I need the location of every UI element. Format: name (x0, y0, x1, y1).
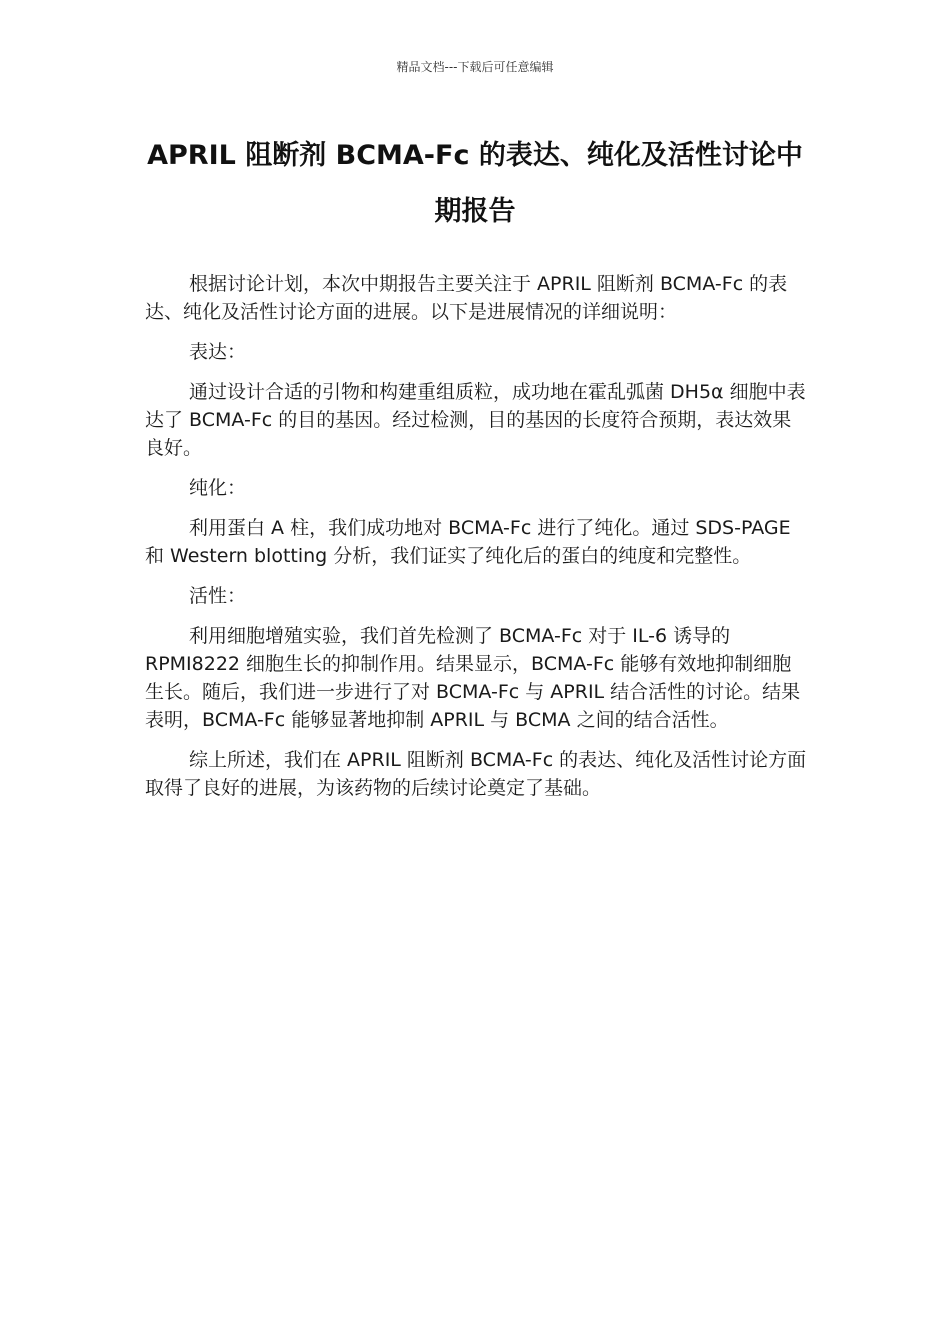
paragraph-purification: 利用蛋白 A 柱，我们成功地对 BCMA-Fc 进行了纯化。通过 SDS-PAGE 和 Western blotting 分析，我们证实了纯化后的蛋白的纯度和完整性。 (145, 517, 791, 567)
page-header-note: 精品文档---下载后可任意编辑 (396, 60, 554, 74)
section-heading-purification: 纯化： (189, 477, 247, 499)
paragraph-expression: 通过设计合适的引物和构建重组质粒，成功地在霍乱弧菌 DH5α 细胞中表达了 BCMA-Fc 的目的基因。经过检测，目的基因的长度符合预期，表达效果良好。 (145, 381, 806, 459)
paragraph-intro: 根据讨论计划，本次中期报告主要关注于 APRIL 阻断剂 BCMA-Fc 的表达、纯化及活性讨论方面的进展。以下是进展情况的详细说明： (145, 273, 788, 323)
paragraph-activity: 利用细胞增殖实验，我们首先检测了 BCMA-Fc 对于 IL-6 诱导的 RPMI8222 细胞生长的抑制作用。结果显示，BCMA-Fc 能够有效地抑制细胞生长。随后，我们进一步进行了对 BCMA-Fc 与 APRIL 结合活性的讨论。结果表明，BCMA-Fc 能够显著地抑制 APRIL 与 BCMA 之间的结合活性。 (145, 625, 801, 731)
document-title: APRIL 阻断剂 BCMA-Fc 的表达、纯化及活性讨论中期报告 (147, 140, 803, 227)
section-heading-expression: 表达： (189, 341, 247, 363)
paragraph-conclusion: 综上所述，我们在 APRIL 阻断剂 BCMA-Fc 的表达、纯化及活性讨论方面取得了良好的进展，为该药物的后续讨论奠定了基础。 (145, 749, 807, 799)
section-heading-activity: 活性： (189, 585, 247, 607)
document-body (145, 270, 810, 814)
